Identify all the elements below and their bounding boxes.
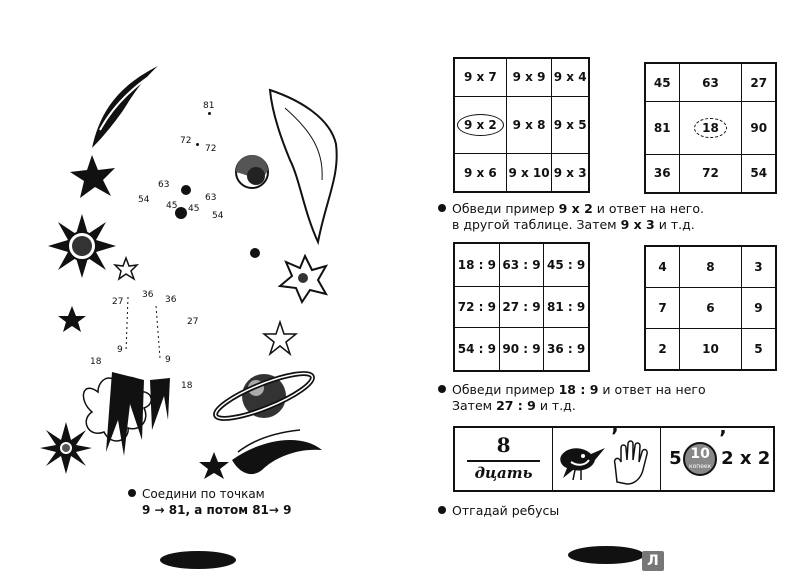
dot-label-45: 45 <box>166 201 178 211</box>
table-cell[interactable]: 9 <box>741 288 776 328</box>
rebus-prefix: 5 <box>669 448 682 469</box>
star-small-1 <box>115 258 137 279</box>
table-cell[interactable]: 54 : 9 <box>454 328 499 371</box>
table-cell[interactable]: 72 : 9 <box>454 286 499 328</box>
table-cell[interactable]: 54 <box>742 154 776 193</box>
bullet-icon <box>438 204 446 212</box>
page-number-oval-right <box>568 546 644 564</box>
sun-planet-left <box>48 214 116 278</box>
instruction-text: и т.д. <box>654 217 695 232</box>
coin-value: 10 <box>690 446 710 462</box>
table-cell[interactable]: 72 <box>679 154 742 193</box>
instruction-text: в другой таблице. Затем <box>452 217 621 232</box>
instruction-text: и т.д. <box>535 398 576 413</box>
table-cell[interactable]: 81 <box>645 102 679 155</box>
table-cell[interactable]: 9 x 7 <box>454 58 506 96</box>
table-cell[interactable]: 9 x 5 <box>552 96 589 153</box>
table-cell[interactable]: 5 <box>741 328 776 370</box>
rebus-suffix: 2 x 2 <box>721 448 771 469</box>
instruction-emphasis: 27 : 9 <box>496 398 536 413</box>
star-outline-2 <box>264 322 296 354</box>
table-cell[interactable]: 8 <box>680 246 742 288</box>
coin-icon <box>683 442 717 476</box>
small-moon <box>250 248 260 258</box>
table-cell[interactable]: 9 x 3 <box>552 154 589 192</box>
dot-point <box>196 143 199 146</box>
table-cell[interactable]: 10 <box>680 328 742 370</box>
dot-label-9: 9 <box>165 355 171 365</box>
table-cell[interactable]: 9 x 9 <box>506 58 552 96</box>
instruction-text: и ответ на него. <box>592 201 704 216</box>
right-page <box>400 0 800 583</box>
table-cell[interactable]: 18 : 9 <box>454 243 499 286</box>
bullet-icon <box>128 489 136 497</box>
table-cell[interactable]: 4 <box>645 246 680 288</box>
instruction-emphasis: 9 х 3 <box>620 217 655 232</box>
table-cell[interactable]: 36 <box>645 154 679 193</box>
dot-label-81: 81 <box>203 101 215 111</box>
table-cell-circled[interactable] <box>454 96 506 153</box>
table-cell[interactable]: 6 <box>680 288 742 328</box>
table-cell[interactable]: 9 x 8 <box>506 96 552 153</box>
rebus-apostrophe: ’ <box>719 426 727 450</box>
circled-example: 9 x 2 <box>457 114 504 136</box>
instruction-text: и ответ на него <box>598 382 706 397</box>
table-cell[interactable]: 2 <box>645 328 680 370</box>
planet-small-top <box>236 155 268 188</box>
rebus-word: дцать <box>474 464 533 482</box>
dot-label-18: 18 <box>90 357 102 367</box>
connect-dots-instruction <box>128 486 291 518</box>
instruction-line-2: 9 → 81, а потом 81→ 9 <box>142 503 292 517</box>
dot-label-36: 36 <box>142 290 154 300</box>
dot-label-27: 27 <box>112 297 124 307</box>
table-cell[interactable]: 63 <box>679 63 742 102</box>
table-cell[interactable]: 3 <box>741 246 776 288</box>
instruction-emphasis: 18 : 9 <box>558 382 599 397</box>
instruction-text: Отгадай ребусы <box>452 503 560 518</box>
table-cell[interactable]: 45 <box>645 63 679 102</box>
answers-table-2 <box>644 245 777 371</box>
starburst-lower-left <box>40 422 92 474</box>
comet-big-right <box>270 90 337 242</box>
table-cell[interactable]: 36 : 9 <box>544 328 589 371</box>
table-cell[interactable]: 27 <box>742 63 776 102</box>
instruction-text: Обведи пример <box>452 201 559 216</box>
dot-label-54: 54 <box>212 211 224 221</box>
saturn-planet <box>211 365 316 426</box>
instruction-emphasis: 9 х 2 <box>558 201 593 216</box>
star-dark-1 <box>70 155 115 198</box>
multiplication-table <box>453 57 590 193</box>
table-cell[interactable]: 9 x 6 <box>454 154 506 192</box>
table-cell[interactable]: 90 : 9 <box>499 328 544 371</box>
dot-label-54: 54 <box>138 195 150 205</box>
rebus-instruction <box>438 503 559 519</box>
rocket-flames <box>83 372 170 456</box>
table-cell-circled[interactable] <box>679 102 742 155</box>
dot-label-27: 27 <box>187 317 199 327</box>
rebus-cell-number-word <box>455 428 553 490</box>
dot-label-36: 36 <box>165 295 177 305</box>
bullet-icon <box>438 506 446 514</box>
dot-label-63: 63 <box>158 180 170 190</box>
publisher-logo: Л <box>642 551 664 571</box>
rebus-number: 8 <box>496 433 511 457</box>
table-cell[interactable]: 63 : 9 <box>499 243 544 286</box>
division-table <box>453 242 590 372</box>
dot-label-45: 45 <box>188 204 200 214</box>
table-cell[interactable]: 9 x 10 <box>506 154 552 192</box>
circled-answer: 18 <box>694 118 727 138</box>
circle-instruction-2 <box>438 382 706 414</box>
dot-point <box>208 112 211 115</box>
rebus-fraction-line <box>467 460 540 462</box>
instruction-text: Затем <box>452 398 497 413</box>
rebus-cell-bird-hand <box>553 424 661 490</box>
table-cell[interactable]: 7 <box>645 288 680 328</box>
table-cell[interactable]: 27 : 9 <box>499 286 544 328</box>
rebus-apostrophe: ’ <box>611 424 619 448</box>
dot-label-18: 18 <box>181 381 193 391</box>
table-cell[interactable]: 9 x 4 <box>552 58 589 96</box>
dot-label-72: 72 <box>205 144 217 154</box>
table-cell[interactable]: 81 : 9 <box>544 286 589 328</box>
magpie-hand-icon <box>553 428 661 490</box>
answers-table-1 <box>644 62 777 194</box>
dot-label-63: 63 <box>205 193 217 203</box>
table-cell[interactable]: 90 <box>742 102 776 155</box>
bullet-icon <box>438 385 446 393</box>
coin-label: копеек <box>689 463 712 470</box>
rebus-strip <box>453 426 775 492</box>
dot-label-9: 9 <box>117 345 123 355</box>
instruction-text: Обведи пример <box>452 382 559 397</box>
page-number-oval-left <box>160 551 236 569</box>
shooting-star-bottom <box>199 430 322 479</box>
rebus-cell-coin <box>661 428 773 490</box>
instruction-line-1: Соедини по точкам <box>142 487 265 501</box>
circle-instruction-1 <box>438 201 704 233</box>
table-cell[interactable]: 45 : 9 <box>544 243 589 286</box>
star-small-2 <box>58 306 86 332</box>
dot-label-72: 72 <box>180 136 192 146</box>
